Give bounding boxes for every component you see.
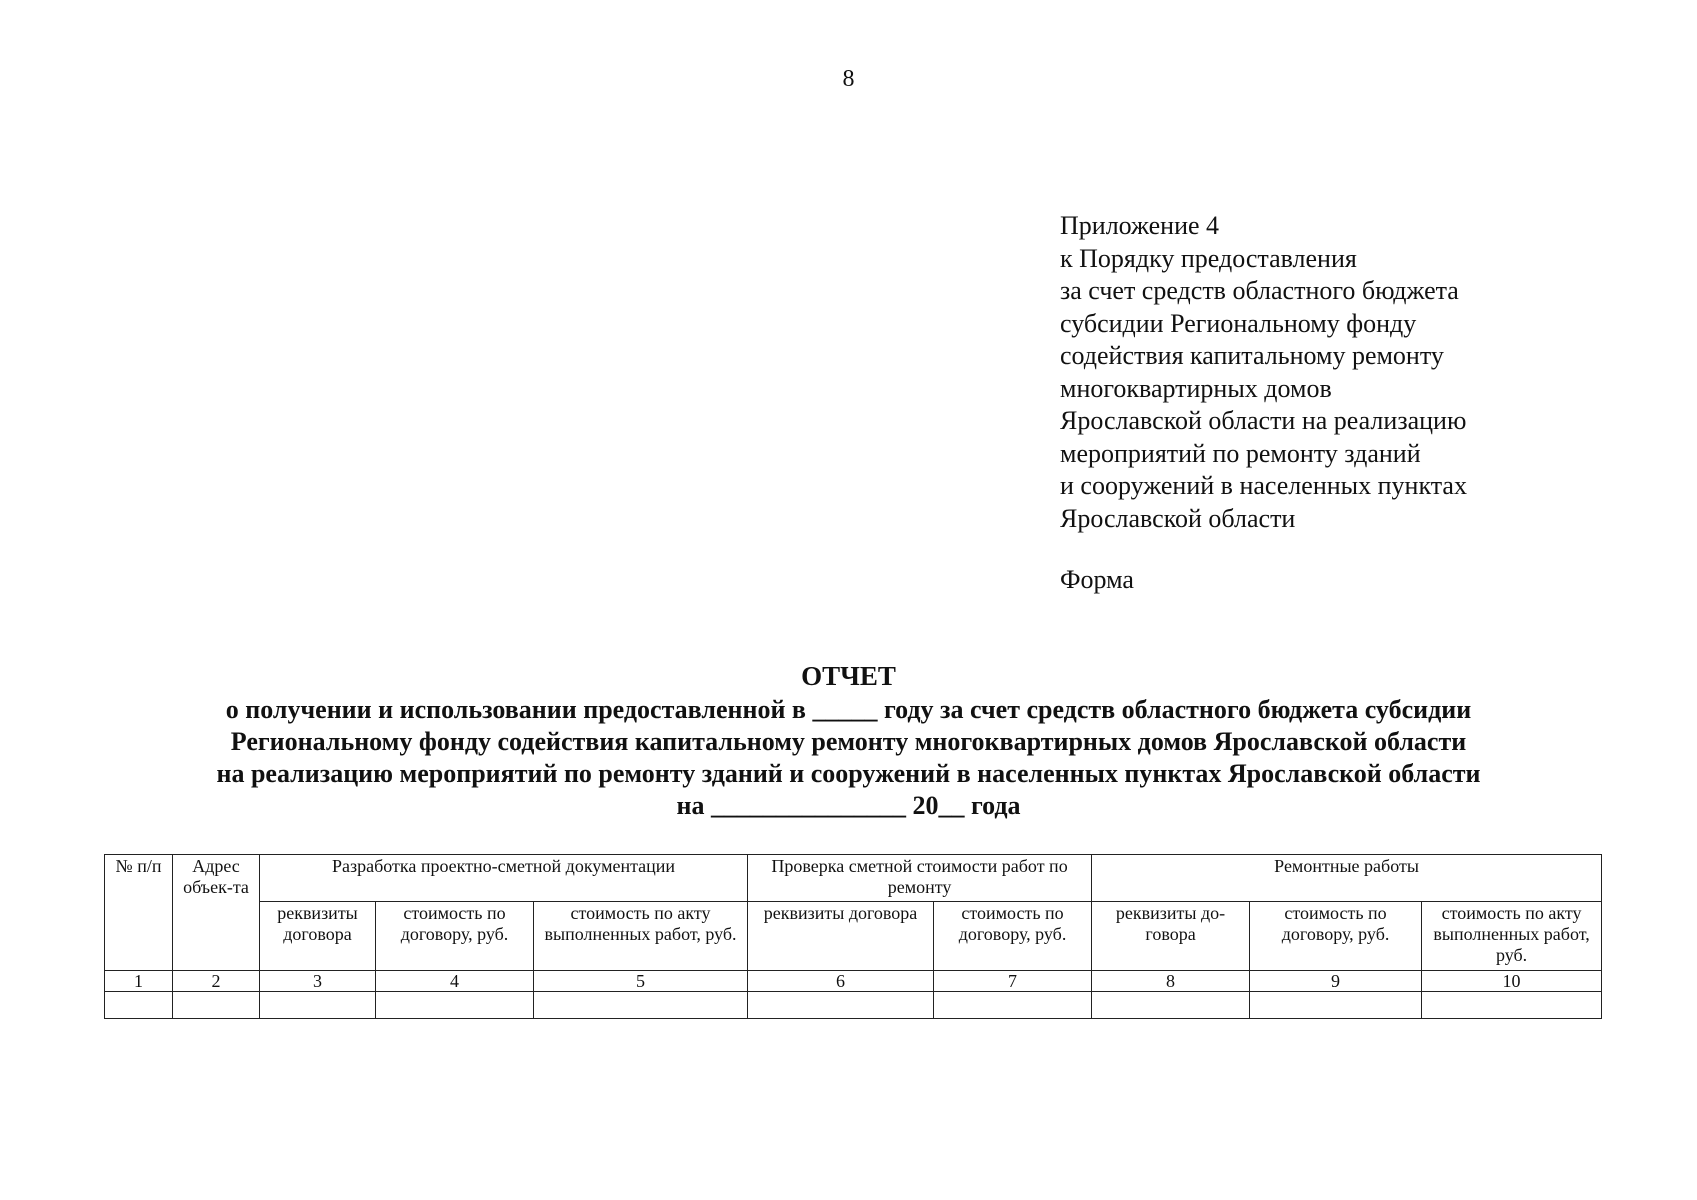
table-row [105,992,1602,1019]
empty-cell [534,992,748,1019]
empty-cell [748,992,934,1019]
empty-cell [173,992,260,1019]
subheader-design-cost-contract: стоимость по договору, руб. [376,902,534,971]
appendix-line: Приложение 4 [1060,211,1220,240]
header-repair-works: Ремонтные работы [1092,855,1602,902]
appendix-line: Ярославской области [1060,503,1296,533]
appendix-line: к Порядку предоставления [1060,243,1357,273]
report-subtitle-line: о получении и использовании предоставленной в _____ году за счет средств областного бюджета субсидии [225,695,1472,724]
appendix-line: Ярославской области на реализацию [1060,406,1467,435]
appendix-line: и сооружений в населенных пунктах [1060,471,1467,500]
page-number: 8 [842,66,855,92]
subheader-design-contract: реквизиты договора [260,902,376,971]
form-label: Форма [1060,565,1134,594]
report-subtitle-line: на реализацию мероприятий по ремонту зданий и сооружений в населенных пунктах Ярославской области [216,759,1481,788]
column-number: 4 [376,971,534,992]
subheader-repair-cost-contract: стоимость по договору, руб. [1250,902,1422,971]
empty-cell [260,992,376,1019]
column-number: 2 [173,971,260,992]
report-table [104,854,1602,1019]
appendix-line: мероприятий по ремонту зданий [1060,438,1421,468]
header-address: Адрес объек-та [173,855,260,971]
table-header-row [105,855,1602,902]
column-number-row [105,971,1602,992]
column-number: 10 [1422,971,1602,992]
column-number: 1 [105,971,173,992]
report-title: ОТЧЕТ [801,661,896,691]
empty-cell [105,992,173,1019]
empty-cell [376,992,534,1019]
column-number: 7 [934,971,1092,992]
appendix-block [1060,210,1467,535]
column-number: 9 [1250,971,1422,992]
header-number: № п/п [105,855,173,971]
report-date-line: на _______________ 20__ года [676,791,1021,820]
empty-cell [1250,992,1422,1019]
subheader-repair-contract: реквизиты до-говора [1092,902,1250,971]
column-number: 3 [260,971,376,992]
subheader-estimate-cost-contract: стоимость по договору, руб. [934,902,1092,971]
appendix-line: субсидии Региональному фонду [1060,308,1417,338]
table-subheader-row [105,902,1602,971]
report-title-block [0,660,1697,822]
column-number: 8 [1092,971,1250,992]
subheader-repair-cost-act: стоимость по акту выполненных работ, руб. [1422,902,1602,971]
appendix-line: содействия капитальному ремонту [1060,341,1444,370]
subheader-estimate-contract: реквизиты договора [748,902,934,971]
subheader-design-cost-act: стоимость по акту выполненных работ, руб. [534,902,748,971]
column-number: 5 [534,971,748,992]
empty-cell [1422,992,1602,1019]
report-subtitle-line: Региональному фонду содействия капитальному ремонту многоквартирных домов Ярославской области [230,727,1467,756]
header-estimate-check: Проверка сметной стоимости работ по ремонту [748,855,1092,902]
header-design-docs: Разработка проектно-сметной документации [260,855,748,902]
column-number: 6 [748,971,934,992]
appendix-line: за счет средств областного бюджета [1060,276,1459,305]
empty-cell [934,992,1092,1019]
empty-cell [1092,992,1250,1019]
appendix-line: многоквартирных домов [1060,373,1332,403]
